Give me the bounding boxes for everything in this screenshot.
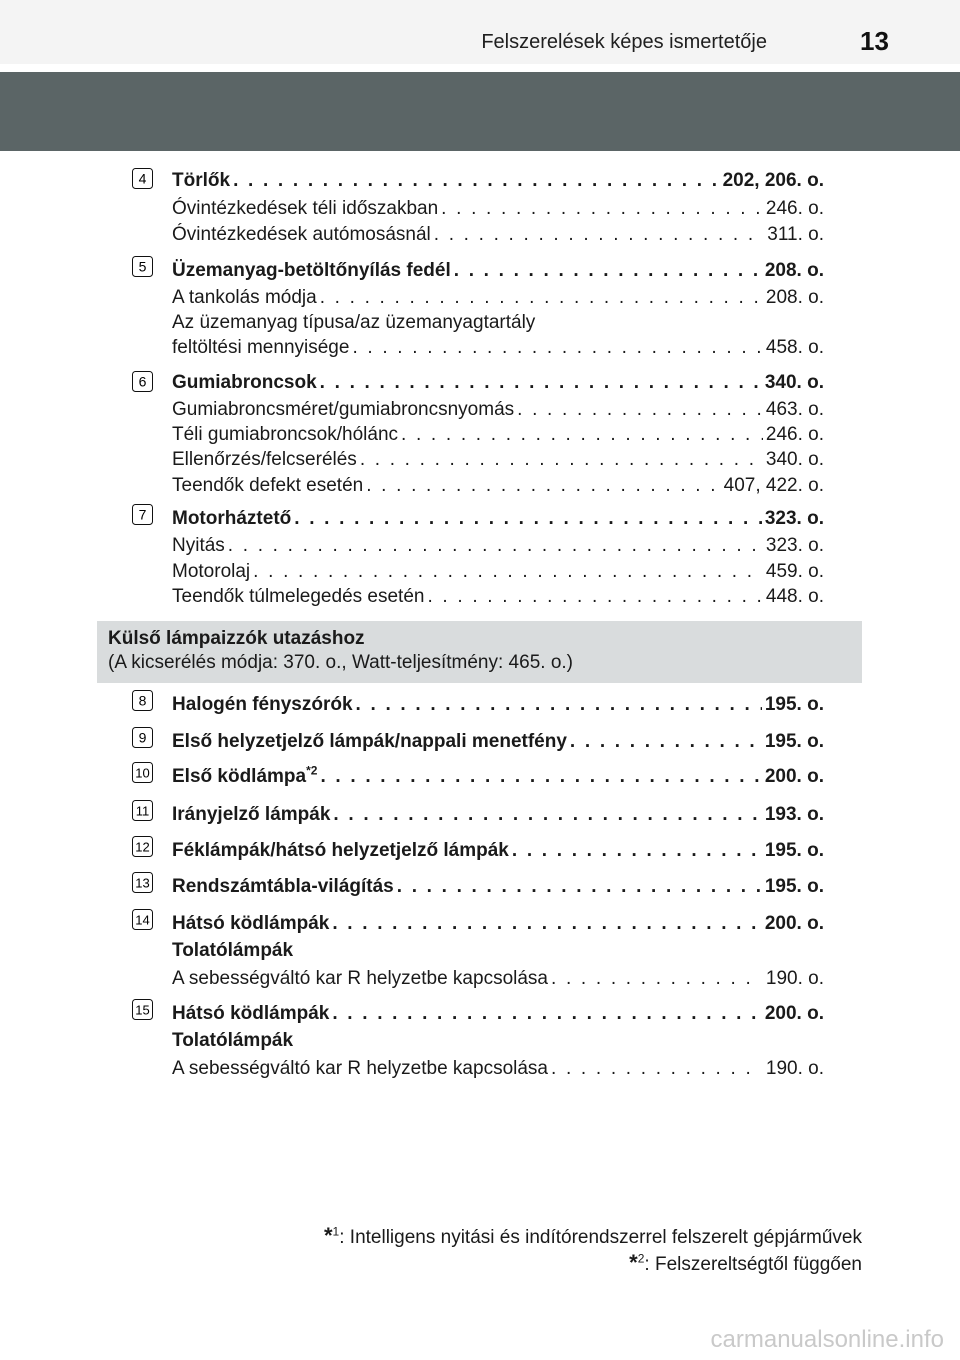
toc-entry: Teendők defekt esetén . . . 407, 422. o. [172, 473, 824, 499]
footnote-2: *$^2$: Felszereltségtől függően [629, 1250, 862, 1275]
svg-text:8: 8 [138, 692, 147, 709]
number-icon-9 [132, 727, 153, 748]
svg-text:13: 13 [135, 875, 150, 891]
svg-text:7: 7 [138, 506, 147, 523]
toc-entry: Irányjelző lámpák . . . 193. o. [172, 802, 824, 828]
toc-entry: Gumiabroncsok . . . 340. o. [172, 370, 824, 396]
footnote-1: *$^1$: Intelligens nyitási és indítórendszerrel felszerelt gépjárművek [323, 1223, 862, 1248]
toc-entry: Gumiabroncsméret/gumiabroncsnyomás . . . 463. o. [172, 397, 824, 423]
toc-entry-title: Tolatólámpák [172, 1030, 294, 1051]
toc-entry-text: Az üzemanyag típusa/az üzemanyagtartály [172, 312, 536, 333]
header-title: Felszerelések képes ismertetője [481, 31, 767, 53]
svg-text:5: 5 [138, 258, 147, 275]
number-icon-8 [132, 690, 153, 711]
toc-entry: A sebességváltó kar R helyzetbe kapcsolása . . . 190. o. [172, 966, 824, 992]
footnote-ref: *2 [306, 763, 318, 778]
toc-entry: A sebességváltó kar R helyzetbe kapcsolása . . . 190. o. [172, 1056, 824, 1082]
toc-entry: Rendszámtábla-világítás . . . 195. o. [172, 874, 824, 900]
toc-entry: Nyitás . . . 323. o. [172, 533, 824, 559]
toc-entry-title: Tolatólámpák [172, 940, 294, 961]
number-icon-7 [132, 504, 153, 525]
section-band [97, 621, 862, 683]
toc-entry: Hátsó ködlámpák . . . 200. o. [172, 911, 824, 937]
number-icon-12 [132, 836, 153, 857]
header-dark-band [0, 72, 960, 151]
number-icon-13 [132, 872, 153, 893]
svg-text:9: 9 [138, 729, 147, 746]
number-icon-5 [132, 256, 153, 277]
toc-entry: Óvintézkedések téli időszakban . . . 246. o. [172, 196, 824, 222]
number-icon-6 [132, 371, 153, 392]
toc-entry: Óvintézkedések autómosásnál . . . 311. o. [172, 222, 824, 248]
section-title: Külső lámpaizzók utazáshoz [108, 628, 365, 649]
toc-entry: Üzemanyag-betöltőnyílás fedél . . . 208. o. [172, 258, 824, 284]
section-subtitle: (A kicserélés módja: 370. o., Watt-teljesítmény: 465. o.) [108, 652, 573, 673]
svg-text:11: 11 [135, 803, 150, 819]
toc-entry: Első ködlámpa$^{*2}$ . . . 200. o. [172, 764, 824, 790]
toc-entry: Első helyzetjelző lámpák/nappali menetfény . . . 195. o. [172, 729, 824, 755]
toc-entry: feltöltési mennyisége . . . 458. o. [172, 335, 824, 361]
toc-entry: A tankolás módja . . . 208. o. [172, 285, 824, 311]
watermark: carmanualsonline.info [710, 1326, 944, 1353]
toc-entry: Ellenőrzés/felcserélés . . . 340. o. [172, 447, 824, 473]
svg-text:6: 6 [138, 373, 147, 390]
toc-entry: Téli gumiabroncsok/hólánc . . . 246. o. [172, 422, 824, 448]
svg-text:15: 15 [135, 1002, 150, 1018]
page-number: 13 [860, 26, 889, 56]
number-icon-4 [132, 168, 153, 189]
svg-text:12: 12 [135, 839, 150, 855]
svg-text:4: 4 [138, 170, 147, 187]
toc-entry: Hátsó ködlámpák . . . 200. o. [172, 1001, 824, 1027]
page-header [0, 0, 960, 64]
toc-entry: Törlők . . . 202, 206. o. [172, 168, 824, 194]
number-icon-14 [132, 909, 153, 930]
svg-text:14: 14 [135, 912, 150, 928]
number-icon-10 [132, 762, 153, 783]
number-icon-15 [132, 999, 153, 1020]
toc-entry: Féklámpák/hátsó helyzetjelző lámpák . . . 195. o. [172, 838, 824, 864]
toc-entry: Halogén fényszórók . . . 195. o. [172, 692, 824, 718]
number-icon-11 [132, 800, 153, 821]
toc-entry: Teendők túlmelegedés esetén . . . 448. o. [172, 584, 824, 610]
toc-entry: Motorháztető . . . 323. o. [172, 506, 824, 532]
svg-text:10: 10 [135, 765, 150, 781]
toc-entry: Motorolaj . . . 459. o. [172, 559, 824, 585]
